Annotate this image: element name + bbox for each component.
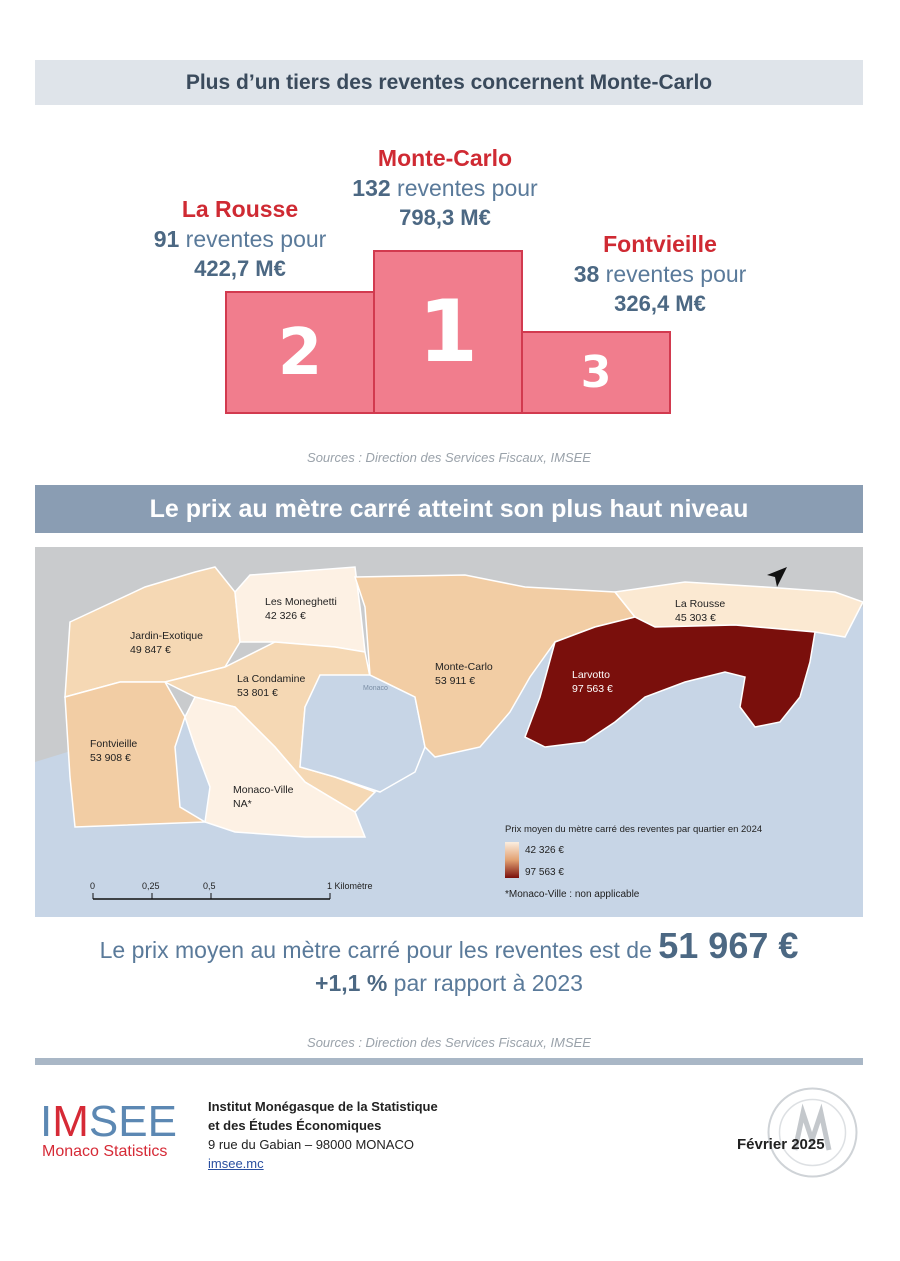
- resale-count-suffix: reventes pour: [599, 261, 747, 287]
- label-la-rousse-price: 45 303 €: [675, 612, 716, 624]
- label-la-rousse: La Rousse: [675, 598, 726, 610]
- website-link[interactable]: imsee.mc: [208, 1156, 264, 1171]
- label-condamine-price: 53 801 €: [237, 687, 278, 699]
- institute-name-line2: et des Études Économiques: [208, 1118, 382, 1133]
- district-name: Fontvieille: [603, 231, 717, 257]
- label-fontvieille-price: 53 908 €: [90, 752, 131, 764]
- label-monte-carlo-price: 53 911 €: [435, 675, 476, 687]
- podium-label-2: [130, 194, 350, 284]
- label-fontvieille: Fontvieille: [90, 738, 138, 750]
- institute-info: [208, 1097, 438, 1173]
- label-larvotto-price: 97 563 €: [572, 683, 613, 695]
- scale-tick-0: 0: [90, 881, 96, 891]
- podium-label-1: [335, 143, 555, 233]
- legend-max: 97 563 €: [525, 867, 564, 878]
- label-larvotto: Larvotto: [572, 669, 610, 681]
- podium-block-1: [373, 250, 523, 414]
- footer-divider: [35, 1058, 863, 1065]
- district-name: La Rousse: [181, 196, 299, 222]
- resale-count: 91: [153, 226, 180, 252]
- label-port: Monaco: [363, 685, 388, 692]
- legend-min: 42 326 €: [525, 845, 564, 856]
- average-price-value: 51 967 €: [658, 925, 799, 966]
- podium-label-3: [550, 229, 770, 319]
- source-note-2: Sources : Direction des Services Fiscaux, IMSEE: [307, 1035, 591, 1050]
- logo-subtitle: Monaco Statistics: [42, 1143, 168, 1160]
- imsee-logo: [40, 1097, 177, 1147]
- logo-letters-see: SEE: [88, 1097, 177, 1146]
- legend-title: Prix moyen du mètre carré des reventes par quartier en 2024: [505, 824, 763, 835]
- label-monte-carlo: Monte-Carlo: [435, 661, 493, 673]
- resale-amount: 326,4 M€: [614, 291, 706, 316]
- average-price-statement: [35, 925, 863, 967]
- legend-note: *Monaco-Ville : non applicable: [505, 889, 640, 900]
- seal-watermark: [765, 1085, 860, 1180]
- rank-number: 3: [580, 347, 612, 398]
- resale-count: 38: [573, 261, 600, 287]
- logo-letter-m: M: [52, 1097, 89, 1146]
- podium-block-3: [521, 331, 671, 414]
- institute-name-line1: Institut Monégasque de la Statistique: [208, 1099, 438, 1114]
- label-jardin-exotique-price: 49 847 €: [130, 644, 171, 656]
- source-note-1: Sources : Direction des Services Fiscaux, IMSEE: [307, 450, 591, 465]
- section-title-prix: Le prix au mètre carré atteint son plus haut niveau: [35, 485, 863, 533]
- resale-count: 132: [352, 175, 391, 201]
- scale-end-label: 1 Kilomètre: [327, 881, 373, 891]
- label-condamine: La Condamine: [237, 673, 306, 685]
- legend-gradient: [505, 842, 519, 878]
- label-moneghetti: Les Moneghetti: [265, 596, 337, 608]
- podium-block-2: [225, 291, 375, 414]
- institute-address: 9 rue du Gabian – 98000 MONACO: [208, 1137, 414, 1152]
- rank-number: 1: [418, 282, 478, 382]
- district-price-map: [35, 547, 863, 917]
- resale-count-suffix: reventes pour: [390, 175, 538, 201]
- variation-statement: [35, 970, 863, 997]
- resale-amount: 798,3 M€: [399, 205, 491, 230]
- publication-date: Février 2025: [737, 1136, 825, 1153]
- variation-value: +1,1 %: [315, 970, 388, 996]
- section-title-reventes: Plus d’un tiers des reventes concernent Monte-Carlo: [35, 60, 863, 105]
- district-name: Monte-Carlo: [377, 145, 513, 171]
- average-price-text: Le prix moyen au mètre carré pour les reventes est de: [99, 937, 652, 963]
- resale-count-suffix: reventes pour: [179, 226, 327, 252]
- label-monaco-ville: Monaco-Ville: [233, 784, 294, 796]
- rank-number: 2: [277, 315, 323, 390]
- label-moneghetti-price: 42 326 €: [265, 610, 306, 622]
- resale-amount: 422,7 M€: [194, 256, 286, 281]
- scale-tick-05: 0,5: [203, 881, 216, 891]
- label-jardin-exotique: Jardin-Exotique: [130, 630, 203, 642]
- label-monaco-ville-price: NA*: [233, 798, 252, 810]
- logo-letter-i: I: [40, 1097, 53, 1146]
- variation-text: par rapport à 2023: [387, 970, 583, 996]
- scale-tick-025: 0,25: [142, 881, 160, 891]
